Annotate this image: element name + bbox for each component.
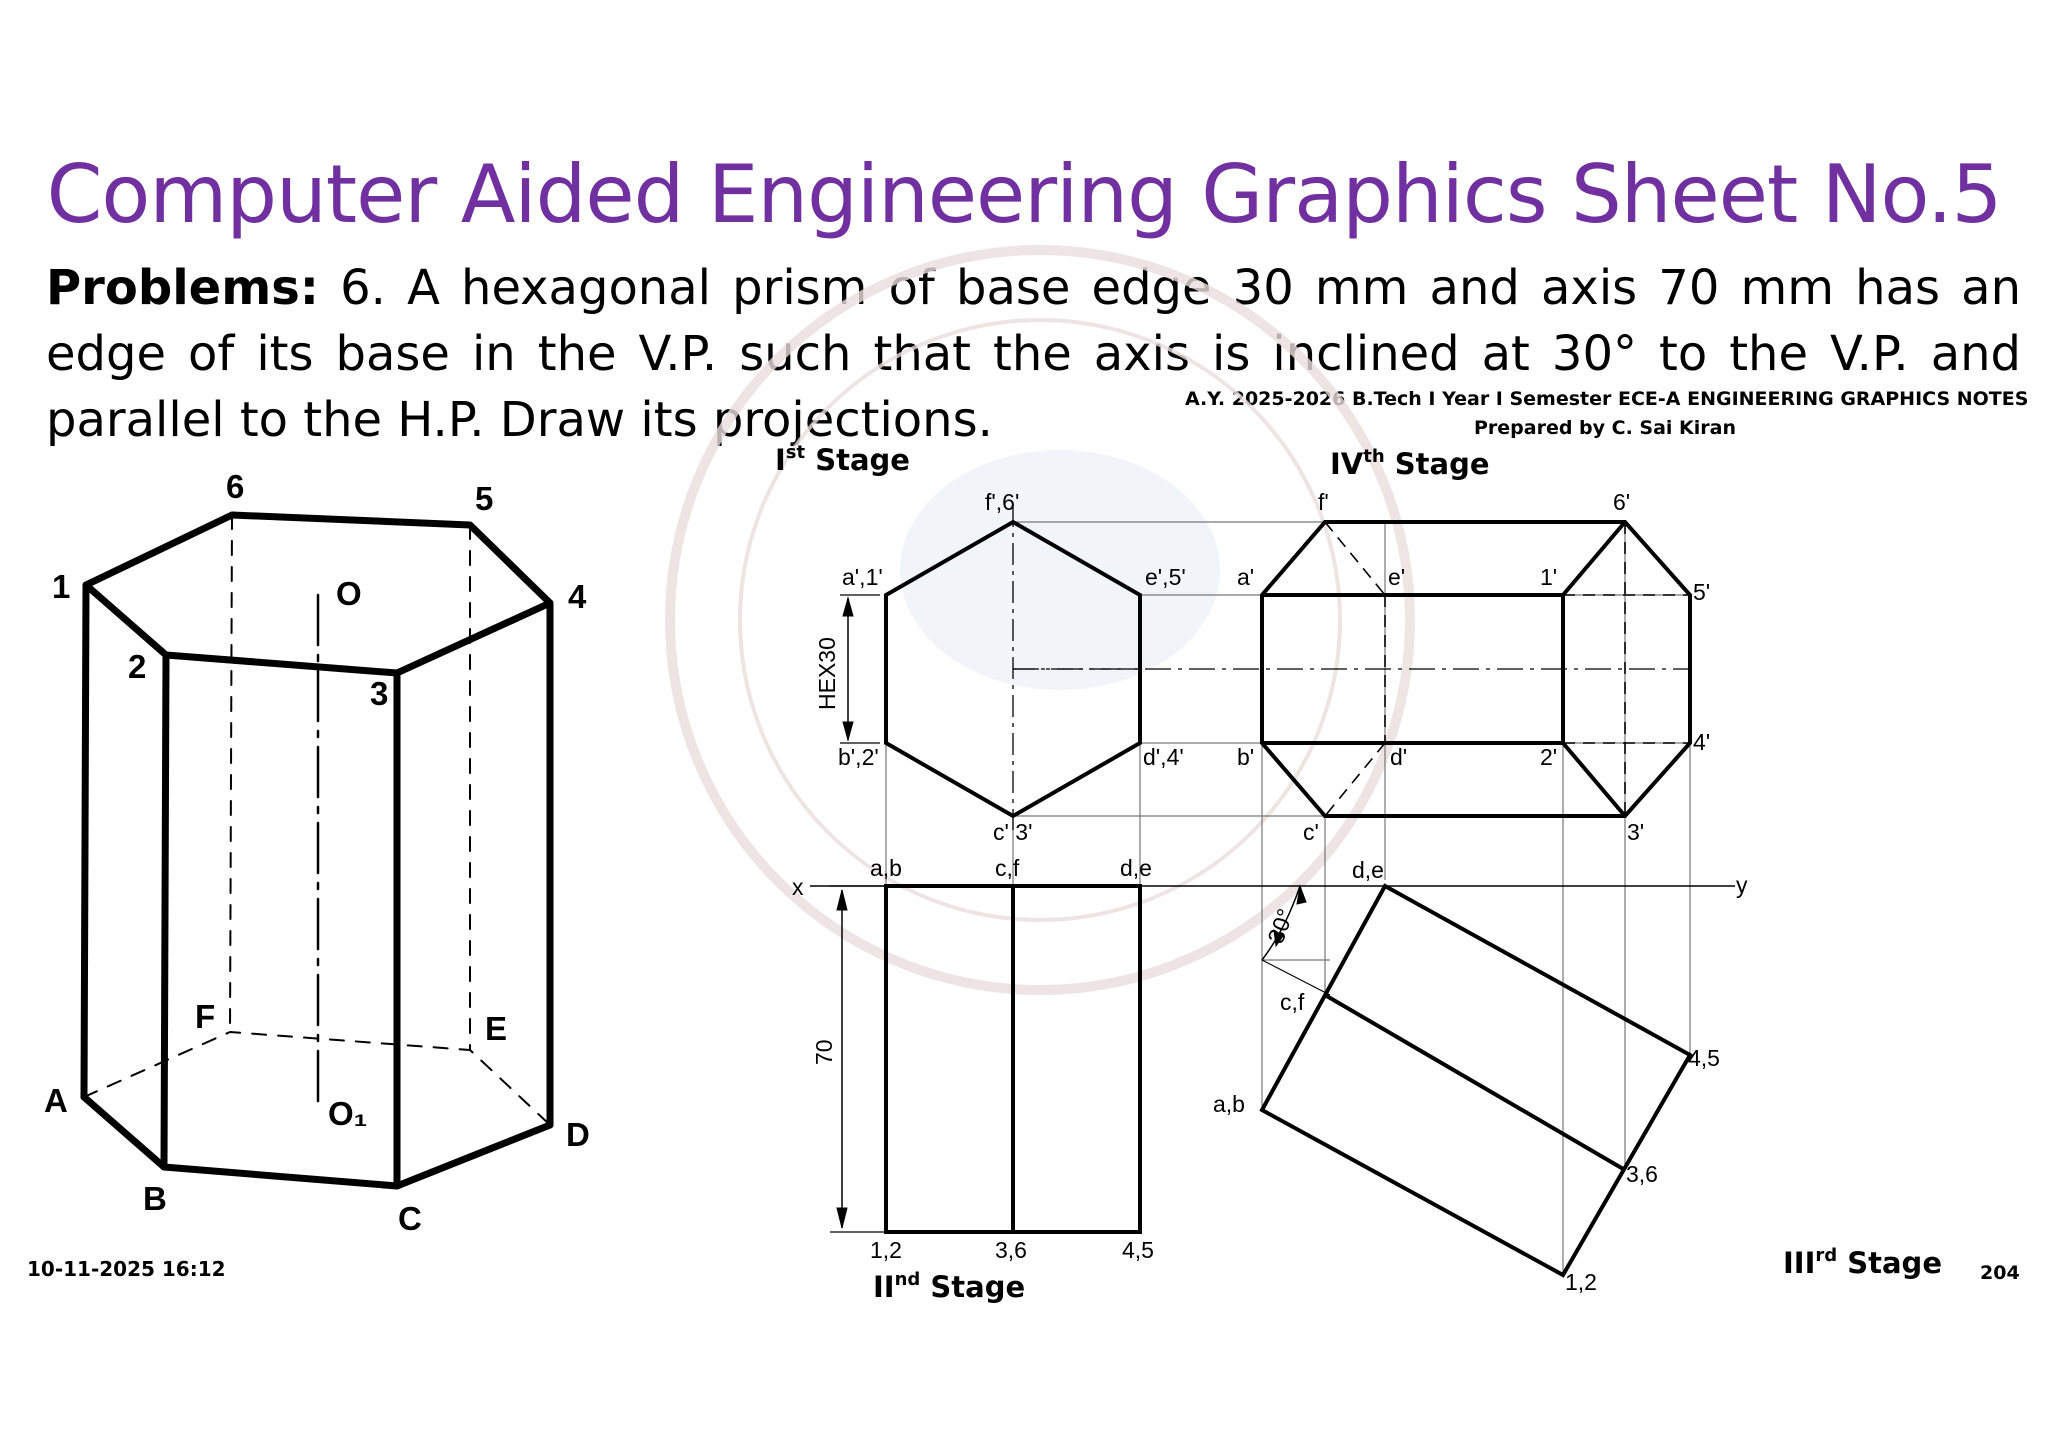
- problem-label: Problems:: [46, 260, 319, 316]
- slide-page-number: 204: [1980, 1262, 2020, 1284]
- s4-e: e': [1388, 564, 1406, 590]
- s2-p12: 1,2: [870, 1237, 902, 1263]
- stage-3-title: IIIrd Stage: [1783, 1245, 1942, 1280]
- academic-year-note: A.Y. 2025-2026 B.Tech I Year I Semester ECE-A ENGINEERING GRAPHICS NOTES: [1185, 388, 2029, 410]
- label-y: y: [1736, 872, 1748, 898]
- s4-d: d': [1390, 744, 1408, 770]
- s2-p36: 3,6: [995, 1237, 1027, 1263]
- stage-4-title: IVth Stage: [1330, 446, 1490, 481]
- s1-a1: a',1': [842, 564, 883, 590]
- s3-angle: 30°: [1262, 905, 1299, 947]
- iso-label-c: C: [398, 1200, 422, 1237]
- s2-p45: 4,5: [1122, 1237, 1154, 1263]
- stage-1-title: Ist Stage: [775, 442, 910, 477]
- iso-label-b: B: [143, 1180, 167, 1217]
- stage3-tilted-rectangle: [1262, 886, 1690, 1275]
- s2-dim-70: 70: [811, 1039, 837, 1065]
- s4-a: a': [1237, 564, 1255, 590]
- s4-f: f': [1318, 489, 1329, 515]
- iso-label-f: F: [195, 998, 216, 1035]
- iso-label-o: O: [336, 575, 362, 612]
- iso-label-1: 1: [52, 568, 71, 605]
- iso-label-a: A: [44, 1082, 68, 1119]
- s3-ab: a,b: [1213, 1091, 1245, 1117]
- iso-label-d: D: [566, 1116, 590, 1153]
- label-x: x: [792, 874, 804, 900]
- s1-hex-dim: HEX30: [814, 637, 840, 710]
- s1-b2: b',2': [838, 744, 879, 770]
- s4-p2: 2': [1540, 744, 1558, 770]
- s3-p45: 4,5: [1688, 1045, 1720, 1071]
- s4-p6: 6': [1613, 489, 1631, 515]
- s3-de: d,e: [1352, 857, 1384, 883]
- s3-cf: c,f: [1280, 989, 1305, 1015]
- prepared-by-note: Prepared by C. Sai Kiran: [1473, 417, 1737, 439]
- s2-de: d,e: [1120, 855, 1152, 881]
- problem-text: 6. A hexagonal prism of base edge 30 mm and axis 70 mm has an edge of its base in the V.P. such that the axis is inclined at 30° to the V.P. and parallel to the H.P. Draw its projections.: [46, 260, 2021, 448]
- watermark-seal: [670, 250, 1410, 990]
- s1-c3: c' 3': [993, 819, 1033, 845]
- iso-label-2: 2: [128, 648, 147, 685]
- s1-f6: f',6': [985, 489, 1020, 515]
- isometric-hexagonal-prism: [84, 515, 550, 1186]
- iso-label-5: 5: [475, 480, 494, 517]
- s2-ab: a,b: [870, 855, 902, 881]
- s3-p36: 3,6: [1626, 1161, 1658, 1187]
- s4-c: c': [1303, 819, 1319, 845]
- s1-e5: e',5': [1145, 564, 1186, 590]
- s4-p5: 5': [1693, 579, 1711, 605]
- slide-datetime: 10-11-2025 16:12: [27, 1257, 226, 1281]
- s4-b: b': [1237, 744, 1255, 770]
- iso-label-4: 4: [568, 578, 587, 615]
- stage2-rectangle: [830, 886, 1140, 1232]
- slide-title: Computer Aided Engineering Graphics Sheet No.5: [46, 148, 2002, 241]
- s3-p12: 1,2: [1565, 1269, 1597, 1295]
- iso-label-3: 3: [370, 675, 389, 712]
- stage-2-title: IInd Stage: [873, 1269, 1026, 1304]
- iso-label-o1: O₁: [328, 1095, 368, 1132]
- iso-label-e: E: [485, 1010, 508, 1047]
- s1-d4: d',4': [1143, 744, 1184, 770]
- s4-p1: 1': [1540, 564, 1558, 590]
- iso-label-6: 6: [226, 468, 245, 505]
- s4-p3: 3': [1627, 819, 1645, 845]
- s2-cf: c,f: [995, 855, 1020, 881]
- s4-p4: 4': [1693, 729, 1711, 755]
